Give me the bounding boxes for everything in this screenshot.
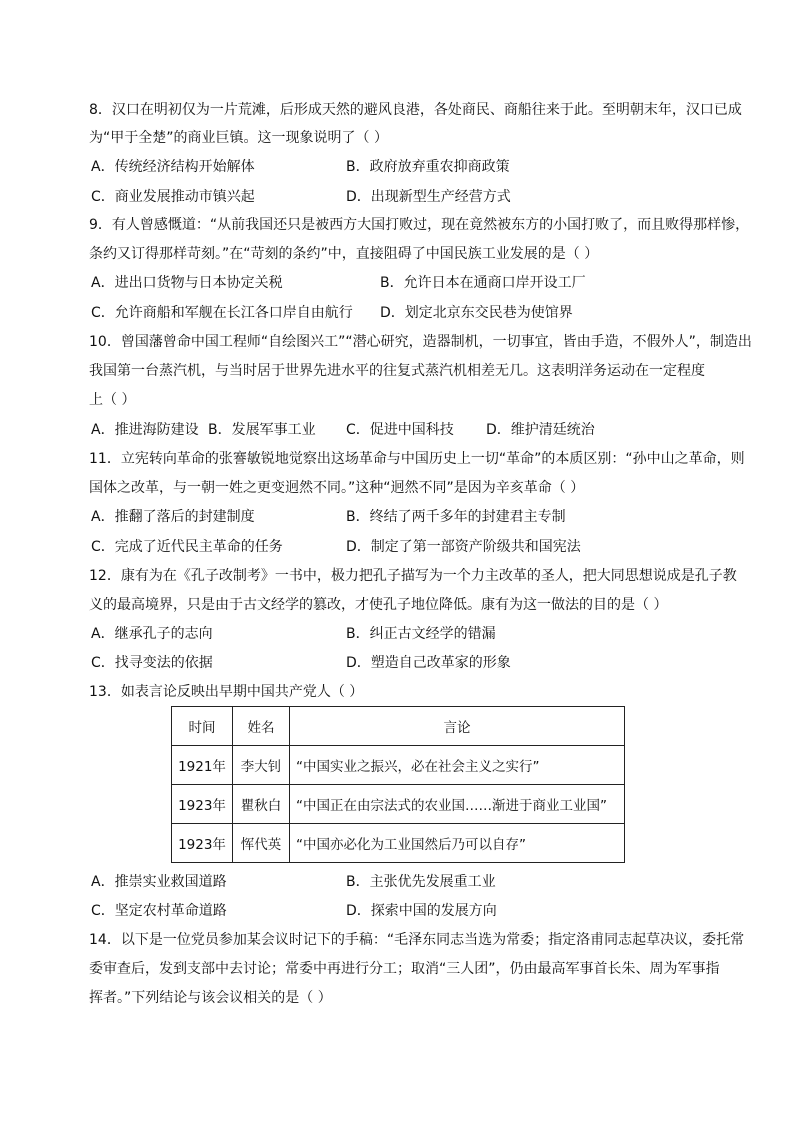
question-13-option-a: A．推崇实业救国道路 — [91, 874, 227, 890]
question-10-option-d: D．维护清廷统治 — [486, 422, 595, 438]
question-9-line-1: 9．有人曾感慨道：“从前我国还只是被西方大国打败过，现在竟然被东方的小国打败了，而且败得那样惨， — [89, 217, 750, 233]
question-9-option-c: C．允许商船和军舰在长江各口岸自由航行 — [91, 305, 353, 321]
question-12-line-2: 义的最高境界，只是由于古文经学的篡改，才使孔子地位降低。康有为这一做法的目的是（ ） — [89, 597, 668, 613]
question-11-option-c: C．完成了近代民主革命的任务 — [91, 539, 283, 555]
question-10-line-2: 我国第一台蒸汽机，与当时居于世界先进水平的往复式蒸汽机相差无几。这表明洋务运动在一定程度 — [89, 363, 705, 379]
table-cell-time: 1923年 — [172, 824, 233, 863]
question-11-option-d: D．制定了第一部资产阶级共和国宪法 — [346, 539, 581, 555]
question-12-option-b: B．纠正古文经学的错漏 — [346, 626, 496, 642]
table-header-remark: 言论 — [290, 707, 625, 746]
question-12-line-1: 12．康有为在《孔子改制考》一书中，极力把孔子描写为一个力主改革的圣人，把大同思想说成是孔子教 — [89, 568, 737, 584]
table-cell-remark: “中国正在由宗法式的农业国……渐进于商业工业国” — [290, 785, 625, 824]
table-row — [172, 746, 625, 785]
table-cell-time: 1923年 — [172, 785, 233, 824]
question-10-option-b: B．发展军事工业 — [208, 422, 316, 438]
table-row — [172, 785, 625, 824]
question-14-line-2: 委审查后，发到支部中去讨论；常委中再进行分工；取消“三人团”，仍由最高军事首长朱、周为军事指 — [89, 961, 720, 977]
table-cell-name: 李大钊 — [233, 746, 290, 785]
question-13-table — [171, 706, 625, 863]
question-10-line-1: 10．曾国藩曾命中国工程师“自绘图兴工”“潜心研究，造器制机，一切事宜，皆由手造，不假外人”，制造出 — [89, 334, 752, 350]
question-8-line-2: 为“甲于全楚”的商业巨镇。这一现象说明了（ ） — [89, 130, 388, 146]
question-10-line-3: 上（ ） — [89, 392, 136, 408]
question-8-option-d: D．出现新型生产经营方式 — [346, 189, 511, 205]
table-row — [172, 824, 625, 863]
question-13-option-b: B．主张优先发展重工业 — [346, 874, 496, 890]
table-header-name: 姓名 — [233, 707, 290, 746]
question-8-option-b: B．政府放弃重农抑商政策 — [346, 159, 510, 175]
question-14-line-3: 挥者。”下列结论与该会议相关的是（ ） — [89, 990, 332, 1006]
table-cell-remark: “中国实业之振兴，必在社会主义之实行” — [290, 746, 625, 785]
question-12-option-d: D．塑造自己改革家的形象 — [346, 655, 511, 671]
question-10-option-c: C．促进中国科技 — [346, 422, 454, 438]
question-9-line-2: 条约又订得那样苛刻。”在“苛刻的条约”中，直接阻碍了中国民族工业发展的是（ ） — [89, 246, 599, 262]
table-header-time: 时间 — [172, 707, 233, 746]
question-13-option-d: D．探索中国的发展方向 — [346, 903, 497, 919]
table-cell-name: 瞿秋白 — [233, 785, 290, 824]
question-12-option-c: C．找寻变法的依据 — [91, 655, 213, 671]
question-13-option-c: C．坚定农村革命道路 — [91, 903, 227, 919]
table-header-row — [172, 707, 625, 746]
question-8-line-1: 8．汉口在明初仅为一片荒滩，后形成天然的避风良港，各处商民、商船往来于此。至明朝末年，汉口已成 — [89, 102, 742, 118]
question-13-line-1: 13．如表言论反映出早期中国共产党人（ ） — [89, 684, 364, 700]
question-8-option-a: A．传统经济结构开始解体 — [91, 159, 255, 175]
table-cell-name: 恽代英 — [233, 824, 290, 863]
table-cell-remark: “中国亦必化为工业国然后乃可以自存” — [290, 824, 625, 863]
question-8-option-c: C．商业发展推动市镇兴起 — [91, 189, 255, 205]
question-11-option-a: A．推翻了落后的封建制度 — [91, 509, 255, 525]
question-10-option-a: A．推进海防建设 — [91, 422, 199, 438]
question-9-option-b: B．允许日本在通商口岸开设工厂 — [380, 275, 586, 291]
question-11-line-2: 国体之改革，与一朝一姓之更变迥然不同。”这种“迥然不同”是因为辛亥革命（ ） — [89, 480, 585, 496]
question-11-line-1: 11．立宪转向革命的张謇敏锐地觉察出这场革命与中国历史上一切“革命”的本质区别：“孙中山之革命，则 — [89, 451, 745, 467]
question-9-option-d: D．划定北京东交民巷为使馆界 — [380, 305, 573, 321]
question-12-option-a: A．继承孔子的志向 — [91, 626, 213, 642]
question-9-option-a: A．进出口货物与日本协定关税 — [91, 275, 283, 291]
question-11-option-b: B．终结了两千多年的封建君主专制 — [346, 509, 566, 525]
question-14-line-1: 14．以下是一位党员参加某会议时记下的手稿：“毛泽东同志当选为常委；指定洛甫同志起草决议，委托常 — [89, 932, 745, 948]
table-cell-time: 1921年 — [172, 746, 233, 785]
